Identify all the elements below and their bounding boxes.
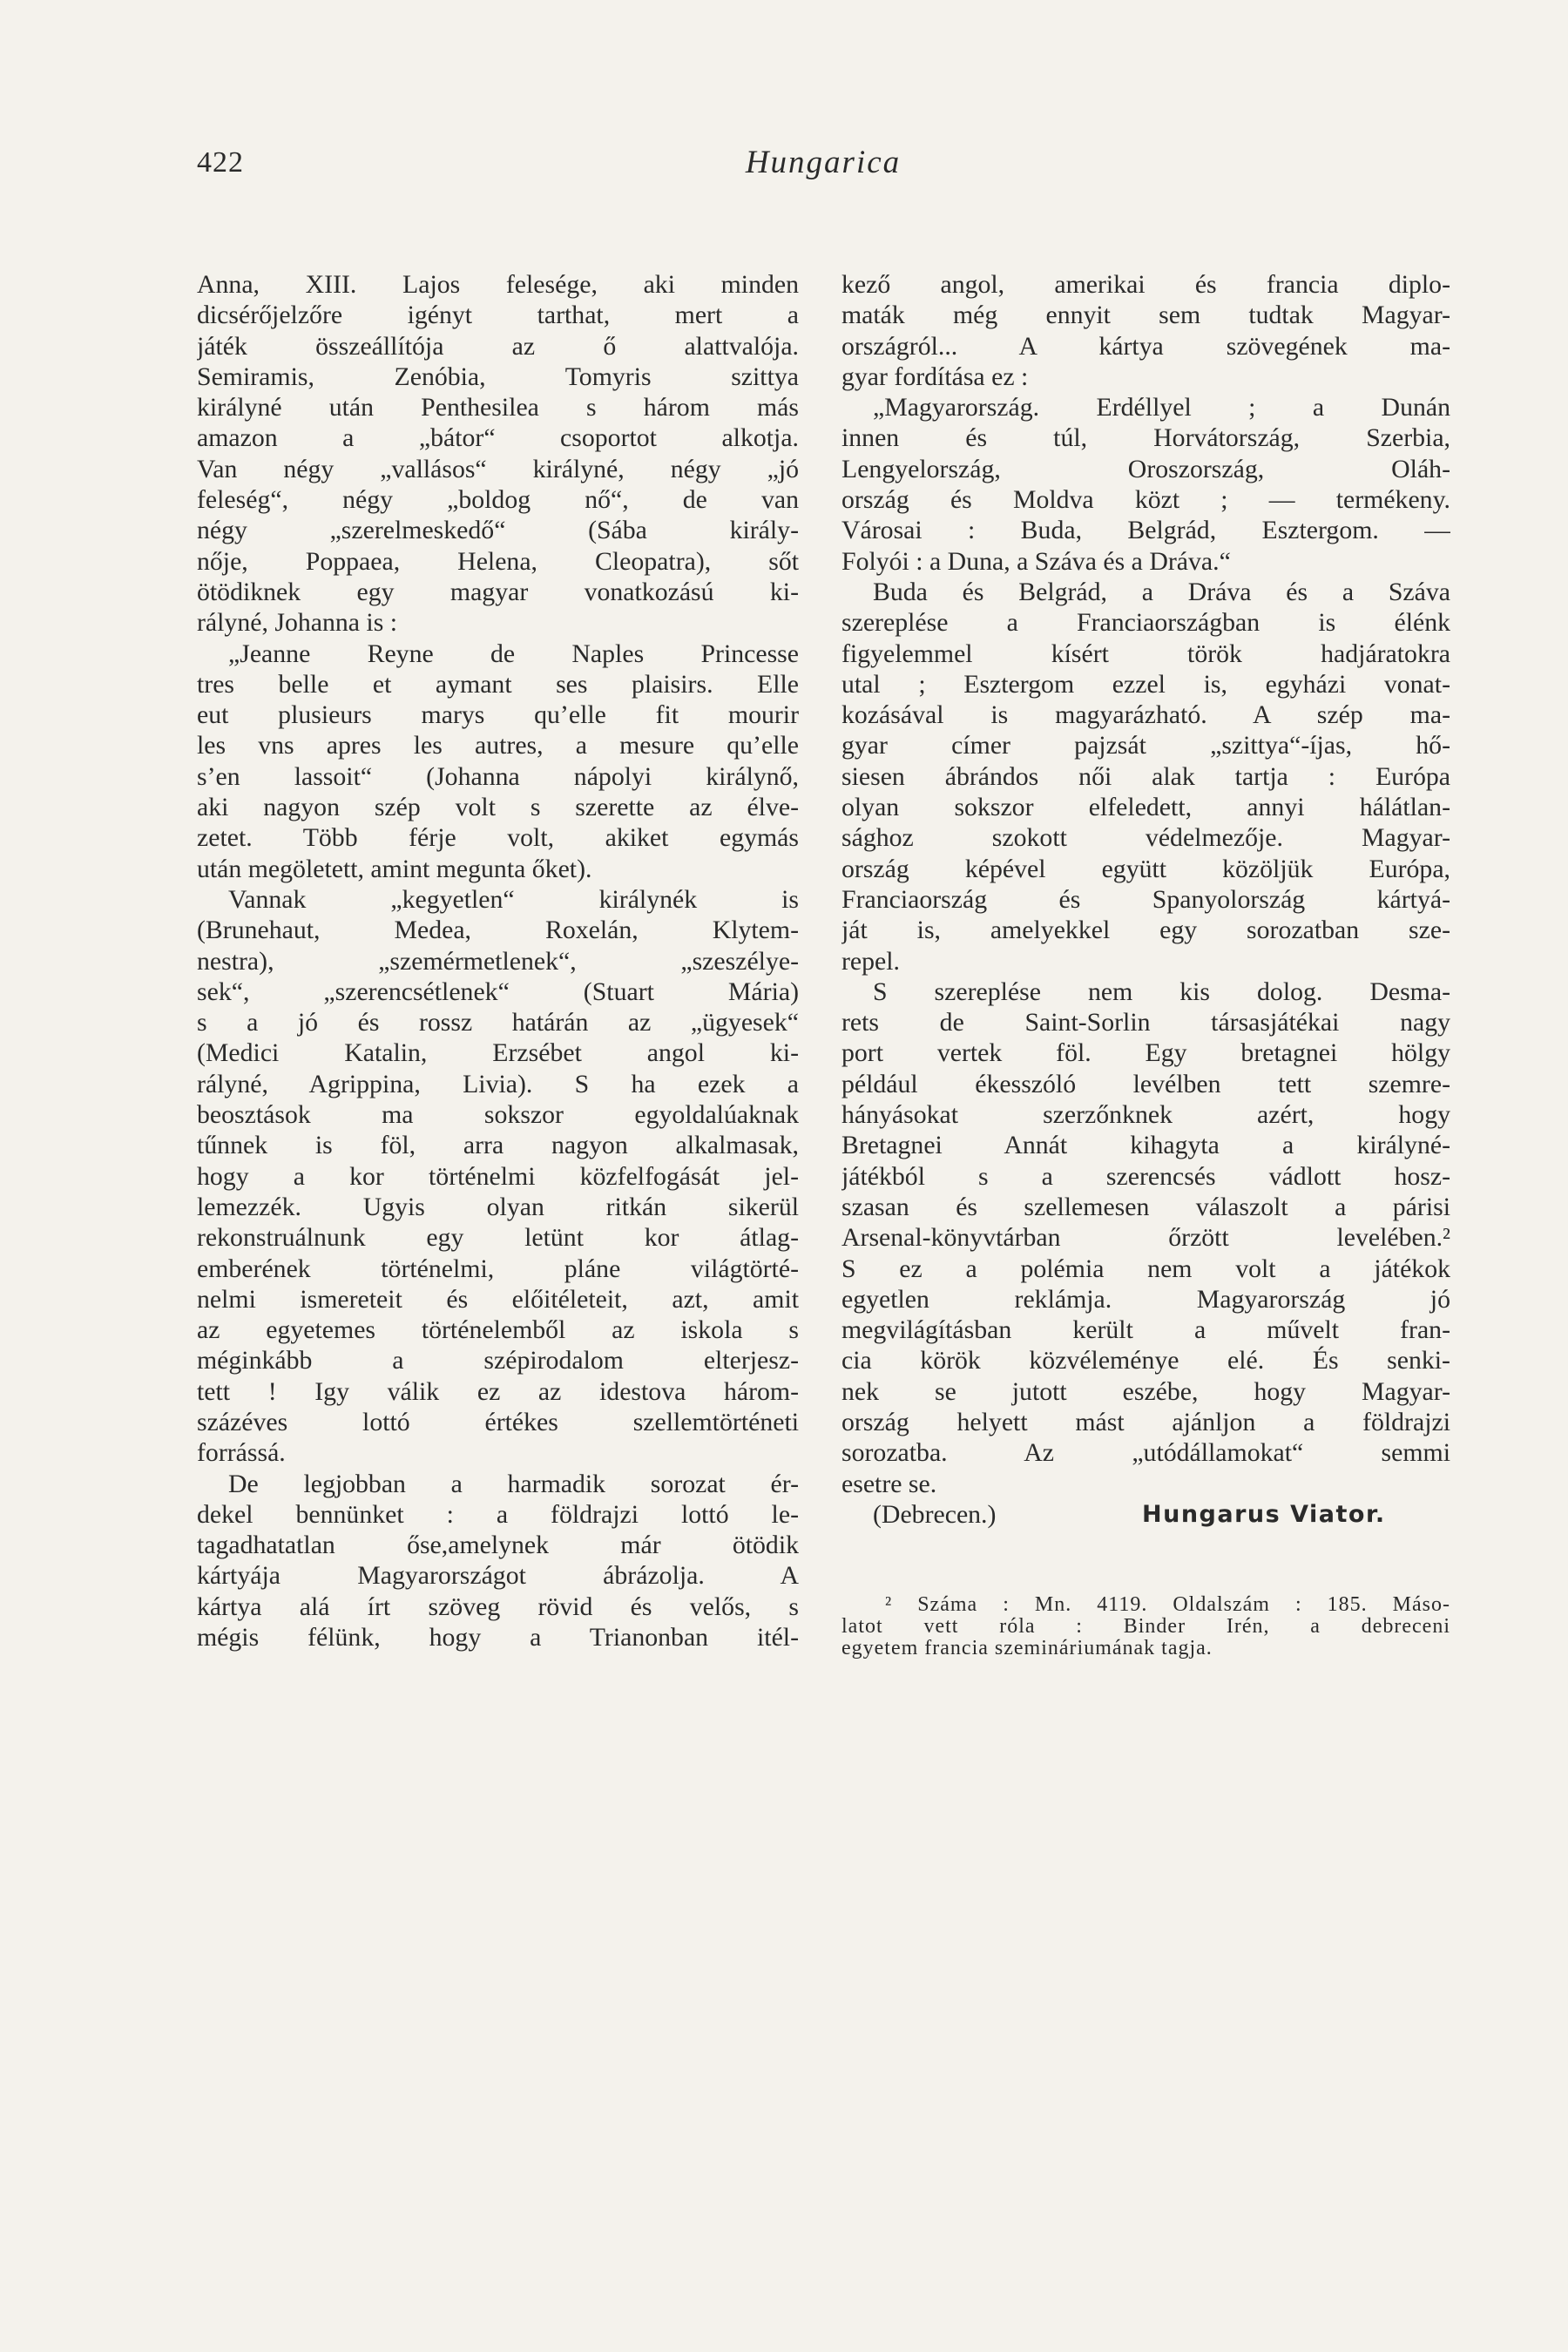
text-line: ² Száma : Mn. 4119. Oldalszám : 185. Máso- (885, 1594, 1450, 1616)
text-line: négy „szerelmeskedő“ (Sába király- (197, 516, 799, 545)
text-line: kártyája Magyarországot ábrázolja. A (197, 1561, 799, 1591)
text-line: játékból s a szerencsés vádlott hosz- (841, 1161, 1450, 1191)
text-line: zetet. Több férje volt, akiket egymás (197, 823, 799, 853)
text-line: méginkább a szépirodalom elterjesz- (197, 1346, 799, 1375)
text-line: cia körök közvéleménye elé. És senki- (841, 1346, 1450, 1375)
text-line: nek se jutott eszébe, hogy Magyar- (841, 1376, 1450, 1406)
text-line: feleség“, négy „boldog nő“, de van (197, 485, 799, 515)
text-line: Franciaország és Spanyolország kártyá- (841, 884, 1450, 914)
footnote (841, 1594, 1450, 1659)
page-number: 422 (197, 146, 244, 179)
text-line: port vertek föl. Egy bretagnei hölgy (841, 1038, 1450, 1068)
text-line: figyelemmel kísért török hadjáratokra (841, 639, 1450, 668)
text-line: siesen ábrándos női alak tartja : Európa (841, 761, 1450, 791)
text-line: Bretagnei Annát kihagyta a királyné- (841, 1131, 1450, 1160)
text-line: kező angol, amerikai és francia diplo- (841, 270, 1450, 299)
text-line: mégis félünk, hogy a Trianonban itél- (197, 1623, 799, 1652)
text-line: Arsenal-könyvtárban őrzött levelében.² (841, 1223, 1450, 1253)
text-line: tres belle et aymant ses plaisirs. Elle (197, 669, 799, 699)
text-line: országról... A kártya szövegének ma- (841, 331, 1450, 361)
text-line: tett ! Igy válik ez az idestova három- (197, 1376, 799, 1406)
left-column (197, 269, 799, 1652)
text-line: repel. (841, 946, 900, 976)
text-line: S szereplése nem kis dolog. Desma- (873, 977, 1450, 1006)
text-line: királyné után Penthesilea s három más (197, 393, 799, 422)
signature-place: (Debrecen.) (873, 1499, 997, 1529)
text-line: gyar fordítása ez : (841, 362, 1029, 391)
text-line: százéves lottó értékes szellemtörténeti (197, 1407, 799, 1436)
text-line: Városai : Buda, Belgrád, Esztergom. — (841, 516, 1450, 545)
text-line: ját is, amelyekkel egy sorozatban sze- (841, 916, 1450, 945)
text-line: gyar címer pajzsát „szittya“-íjas, hő- (841, 731, 1450, 760)
text-line: (Brunehaut, Medea, Roxelán, Klytem- (197, 916, 799, 945)
running-title: Hungarica (745, 145, 902, 180)
text-line: rályné, Johanna is : (197, 608, 398, 638)
text-line: egyetem francia szemináriumának tagja. (841, 1638, 1213, 1659)
text-line: Semiramis, Zenóbia, Tomyris szittya (197, 362, 799, 391)
text-line: dekel bennünket : a földrajzi lottó le- (197, 1499, 799, 1529)
text-line: S ez a polémia nem volt a játékok (841, 1254, 1450, 1283)
text-line: Buda és Belgrád, a Dráva és a Száva (873, 577, 1450, 606)
text-line: utal ; Esztergom ezzel is, egyházi vonat- (841, 669, 1450, 699)
text-line: ország képével együtt közöljük Európa, (841, 854, 1450, 883)
text-line: beosztások ma sokszor egyoldalúaknak (197, 1100, 799, 1130)
text-line: les vns apres les autres, a mesure qu’elle (197, 731, 799, 760)
text-line: innen és túl, Horvátország, Szerbia, (841, 423, 1450, 453)
text-line: például ékesszóló levélben tett szemre- (841, 1069, 1450, 1098)
text-line: tagadhatatlan őse,amelynek már ötödik (197, 1531, 799, 1560)
text-line: rekonstruálnunk egy letünt kor átlag- (197, 1223, 799, 1253)
text-line: Anna, XIII. Lajos felesége, aki minden (197, 270, 799, 299)
text-line: kártya alá írt szöveg rövid és velős, s (197, 1592, 799, 1621)
text-line: maták még ennyit sem tudtak Magyar- (841, 301, 1450, 330)
text-line: ötödiknek egy magyar vonatkozású ki- (197, 577, 799, 606)
text-line: egyetlen reklámja. Magyarország jó (841, 1284, 1450, 1314)
text-line: nelmi ismereteit és előitéleteit, azt, amit (197, 1284, 799, 1314)
text-line: az egyetemes történelemből az iskola s (197, 1315, 799, 1345)
text-line: után megöletett, amint megunta őket). (197, 854, 592, 883)
right-column (841, 269, 1450, 1530)
text-line: forrássá. (197, 1438, 286, 1468)
text-line: Folyói : a Duna, a Száva és a Dráva.“ (841, 546, 1231, 576)
text-line: Vannak „kegyetlen“ királynék is (228, 884, 799, 914)
text-line: „Jeanne Reyne de Naples Princesse (228, 639, 799, 668)
text-line: aki nagyon szép volt s szerette az élve- (197, 793, 799, 822)
text-line: olyan sokszor elfeledett, annyi hálátlan- (841, 793, 1450, 822)
text-line: amazon a „bátor“ csoportot alkotja. (197, 423, 799, 453)
text-line: Lengyelország, Oroszország, Oláh- (841, 454, 1450, 483)
text-line: eut plusieurs marys qu’elle fit mourir (197, 700, 799, 730)
text-line: ország és Moldva közt ; — termékeny. (841, 485, 1450, 515)
text-line: Van négy „vallásos“ királyné, négy „jó (197, 454, 799, 483)
text-line: nője, Poppaea, Helena, Cleopatra), sőt (197, 546, 799, 576)
text-line: nestra), „szemérmetlenek“, „szeszélye- (197, 946, 799, 976)
text-line: kozásával is magyarázható. A szép ma- (841, 700, 1450, 730)
text-line: tűnnek is föl, arra nagyon alkalmasak, (197, 1131, 799, 1160)
text-line: s a jó és rossz határán az „ügyesek“ (197, 1008, 799, 1037)
text-line: „Magyarország. Erdéllyel ; a Dunán (873, 393, 1450, 422)
text-line: (Medici Katalin, Erzsébet angol ki- (197, 1038, 799, 1068)
text-line: rets de Saint-Sorlin társasjátékai nagy (841, 1008, 1450, 1037)
text-line: megvilágításban került a művelt fran- (841, 1315, 1450, 1345)
text-line: szasan és szellemesen válaszolt a párisi (841, 1192, 1450, 1221)
text-line: rályné, Agrippina, Livia). S ha ezek a (197, 1069, 799, 1098)
text-line: lemezzék. Ugyis olyan ritkán sikerül (197, 1192, 799, 1221)
signature-line (841, 1499, 1450, 1530)
text-line: sorozatba. Az „utódállamokat“ semmi (841, 1438, 1450, 1468)
signature-author: Hungarus Viator. (1142, 1500, 1386, 1528)
text-line: ország helyett mást ajánljon a földrajzi (841, 1407, 1450, 1436)
text-line: hányásokat szerzőnknek azért, hogy (841, 1100, 1450, 1130)
text-line: s’en lassoit“ (Johanna nápolyi királynő, (197, 761, 799, 791)
text-line: De legjobban a harmadik sorozat ér- (228, 1469, 799, 1498)
text-line: sek“, „szerencsétlenek“ (Stuart Mária) (197, 977, 799, 1006)
text-line: emberének történelmi, pláne világtörté- (197, 1254, 799, 1283)
text-line: esetre se. (841, 1469, 937, 1498)
text-line: szereplése a Franciaországban is élénk (841, 608, 1450, 638)
text-line: játék összeállítója az ő alattvalója. (197, 331, 799, 361)
text-line: latot vett róla : Binder Irén, a debreceni (841, 1616, 1450, 1638)
text-line: dicsérőjelzőre igényt tarthat, mert a (197, 301, 799, 330)
text-line: sághoz szokott védelmezője. Magyar- (841, 823, 1450, 853)
text-line: hogy a kor történelmi közfelfogását jel- (197, 1161, 799, 1191)
